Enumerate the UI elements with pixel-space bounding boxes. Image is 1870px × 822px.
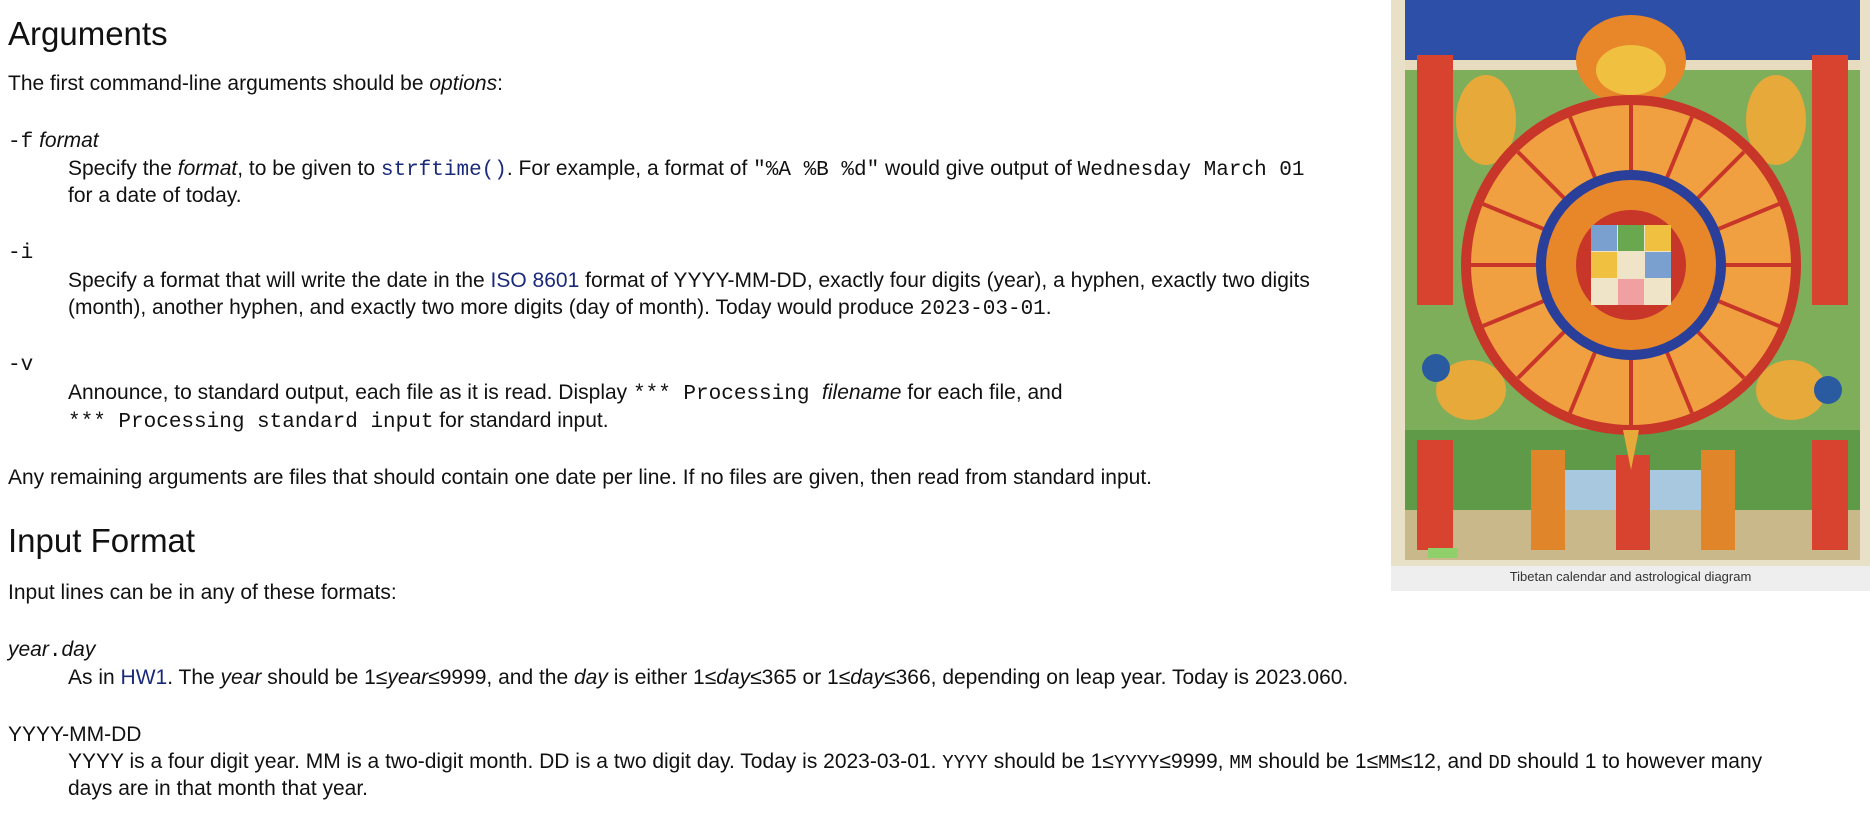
heading-input-format: Input Format [8, 522, 196, 559]
strftime-link[interactable]: strftime() [380, 159, 507, 182]
tibetan-calendar-figure [1391, 0, 1870, 591]
option-f-desc-line2: for a date of today. [68, 184, 242, 207]
figure-caption: Tibetan calendar and astrological diagram [1509, 569, 1752, 584]
option-v-desc-line2: *** Processing standard input for standard input. [68, 409, 609, 434]
iso8601-link[interactable]: ISO 8601 [490, 269, 580, 292]
option-v-desc-line1: Announce, to standard output, each file as it is read. Display *** Processing filename for each file, and [68, 381, 1063, 406]
arguments-intro: The first command-line arguments should be options: [8, 72, 503, 95]
option-f-desc-line1: Specify the format, to be given to strftime(). For example, a format of "%A %B %d" would give output of Wednesday March 01 [68, 157, 1305, 182]
option-v-term: -v [8, 354, 34, 377]
format1-desc: As in HW1. The year should be 1≤year≤9999, and the day is either 1≤day≤365 or 1≤day≤366, depending on leap year. Today is 2023.060. [68, 666, 1349, 689]
format2-desc-line1: YYYY is a four digit year. MM is a two-digit month. DD is a two digit day. Today is 2023-03-01. YYYY should be 1≤YYYY≤9999, MM should be 1≤MM≤12, and DD should 1 to however many [68, 750, 1763, 774]
heading-arguments: Arguments [8, 15, 168, 52]
format2-term: YYYY-MM-DD [8, 723, 142, 746]
option-i-desc-line1: Specify a format that will write the date in the ISO 8601 format of YYYY-MM-DD, exactly four digits (year), a hyphen, exactly two digits [68, 269, 1310, 292]
option-f-term: -f format [8, 129, 99, 154]
remaining-args-text: Any remaining arguments are files that should contain one date per line. If no files are given, then read from standard input. [8, 466, 1153, 489]
option-i-desc-line2: (month), another hyphen, and exactly two more digits (day of month). Today would produce 2023-03-01. [68, 296, 1052, 321]
format2-desc-line2: days are in that month that year. [68, 777, 369, 800]
hw1-link[interactable]: HW1 [120, 666, 168, 689]
tibetan-calendar-image [1391, 0, 1870, 566]
option-i-term: -i [8, 242, 34, 265]
format1-term: year.day [8, 638, 96, 663]
input-format-intro: Input lines can be in any of these formats: [8, 581, 397, 604]
